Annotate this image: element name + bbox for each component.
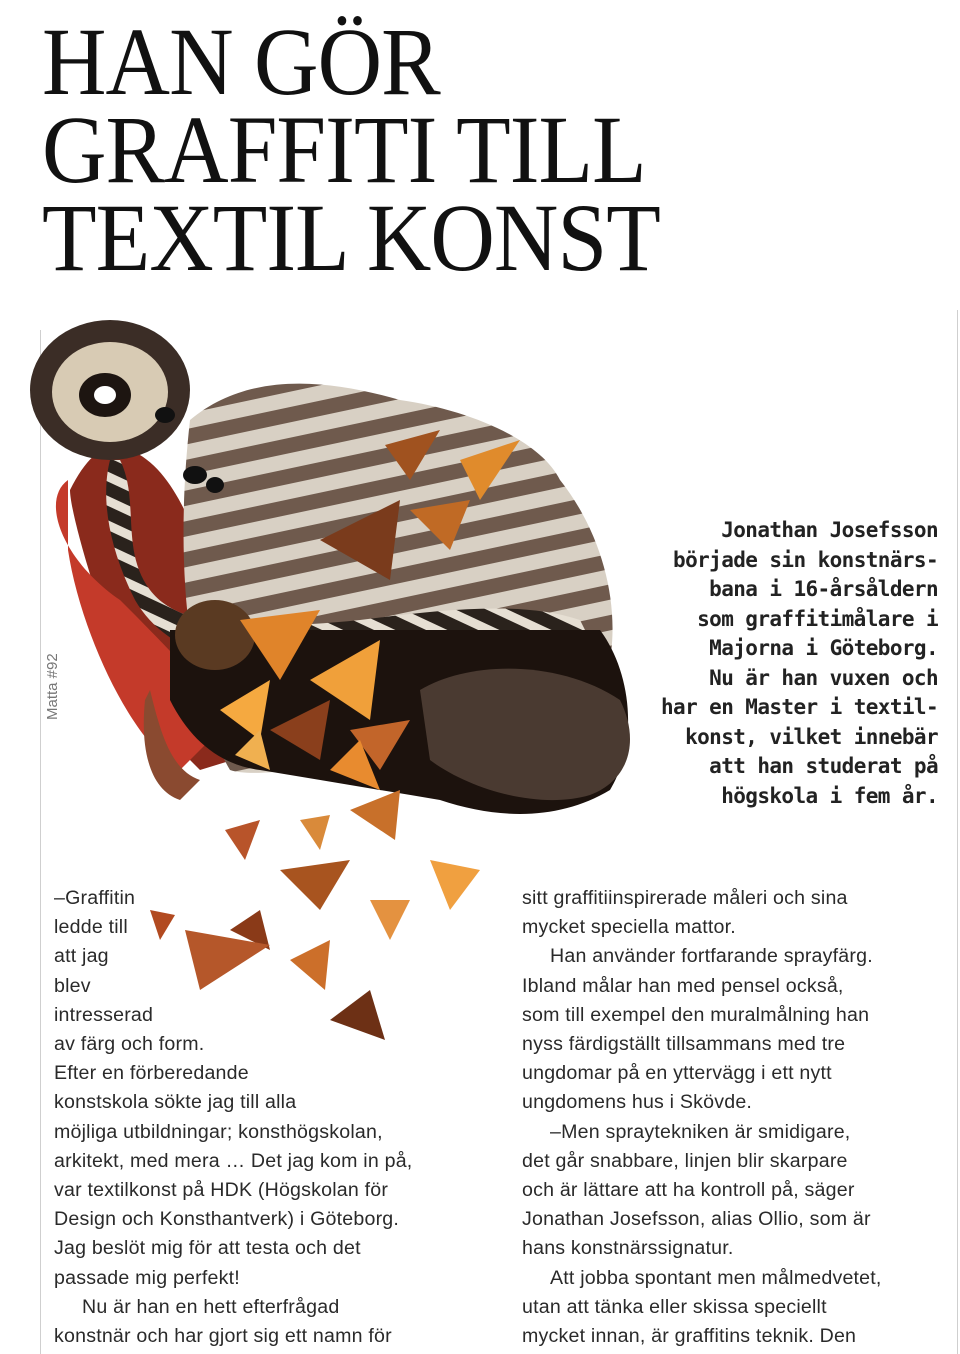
body-line: konstskola sökte jag till alla <box>54 1091 297 1114</box>
body-line: möjliga utbildningar; konsthögskolan, <box>54 1120 383 1143</box>
body-line: intresserad <box>54 1003 154 1026</box>
body-line: Jag beslöt mig för att testa och det <box>54 1237 361 1260</box>
lead-line: Majorna i Göteborg. <box>709 636 938 660</box>
image-caption: Matta #92 <box>44 653 61 720</box>
body-line: Att jobba spontant men målmedvetet, <box>550 1266 882 1289</box>
body-line: var textilkonst på HDK (Högskolan för <box>54 1179 389 1202</box>
body-line: av färg och form. <box>54 1033 205 1056</box>
body-line: hans konstnärssignatur. <box>522 1237 734 1260</box>
lead-line: Jonathan Josefsson <box>721 518 938 542</box>
body-line: konstnär och har gjort sig ett namn för <box>54 1325 392 1348</box>
body-line: utan att tänka eller skissa speciellt <box>522 1295 827 1318</box>
body-line: att jag <box>54 945 109 968</box>
body-line: passade mig perfekt! <box>54 1266 240 1289</box>
lead-line: att han studerat på <box>709 754 938 778</box>
body-column-right <box>522 884 882 1351</box>
lead-line: har en Master i textil- <box>661 695 938 719</box>
body-line: Jonathan Josefsson, alias Ollio, som är <box>522 1208 871 1231</box>
body-line: sitt graffitiinspirerade måleri och sina <box>522 887 848 909</box>
body-line: nyss färdigställt tillsammans med tre <box>522 1033 846 1056</box>
body-line: ungdomar på en yttervägg i ett nytt <box>522 1062 832 1085</box>
body-line: Nu är han en hett efterfrågad <box>82 1295 340 1318</box>
lead-line: högskola i fem år. <box>721 783 938 808</box>
body-line: –Graffitin <box>54 887 136 909</box>
lead-line: bana i 16-årsåldern <box>709 577 938 601</box>
body-line: mycket speciella mattor. <box>522 916 736 939</box>
body-line: mycket innan, är graffitins teknik. Den <box>522 1325 857 1348</box>
lead-line: började sin konstnärs- <box>673 547 938 572</box>
right-rule <box>957 310 958 1354</box>
body-line: arkitekt, med mera … Det jag kom in på, <box>54 1149 413 1172</box>
body-line: Han använder fortfarande sprayfärg. <box>550 945 873 968</box>
lead-paragraph <box>618 516 938 811</box>
body-line: –Men spraytekniken är smidigare, <box>550 1120 851 1143</box>
body-line: ledde till <box>54 916 128 939</box>
lead-line: som graffitimålare i <box>697 606 938 631</box>
headline-line-2: GRAFFITI TILL <box>42 96 646 203</box>
body-line: och är lättare att ha kontroll på, säger <box>522 1179 855 1202</box>
body-column-left <box>54 884 412 1351</box>
headline-line-3: TEXTIL KONST <box>42 184 660 291</box>
rug-body <box>30 320 630 814</box>
headline-line-1: HAN GÖR <box>42 8 440 115</box>
body-line: Ibland målar han med pensel också, <box>522 974 844 997</box>
body-line: blev <box>54 974 91 997</box>
body-line: som till exempel den muralmålning han <box>522 1003 870 1026</box>
body-line: Efter en förberedande <box>54 1062 249 1085</box>
lead-line: konst, vilket innebär <box>685 724 938 749</box>
headline <box>42 8 660 291</box>
body-line: ungdomens hus i Skövde. <box>522 1091 753 1114</box>
lead-line: Nu är han vuxen och <box>709 665 938 690</box>
body-line: det går snabbare, linjen blir skarpare <box>522 1149 848 1172</box>
body-line: Design och Konsthantverk) i Göteborg. <box>54 1208 400 1231</box>
